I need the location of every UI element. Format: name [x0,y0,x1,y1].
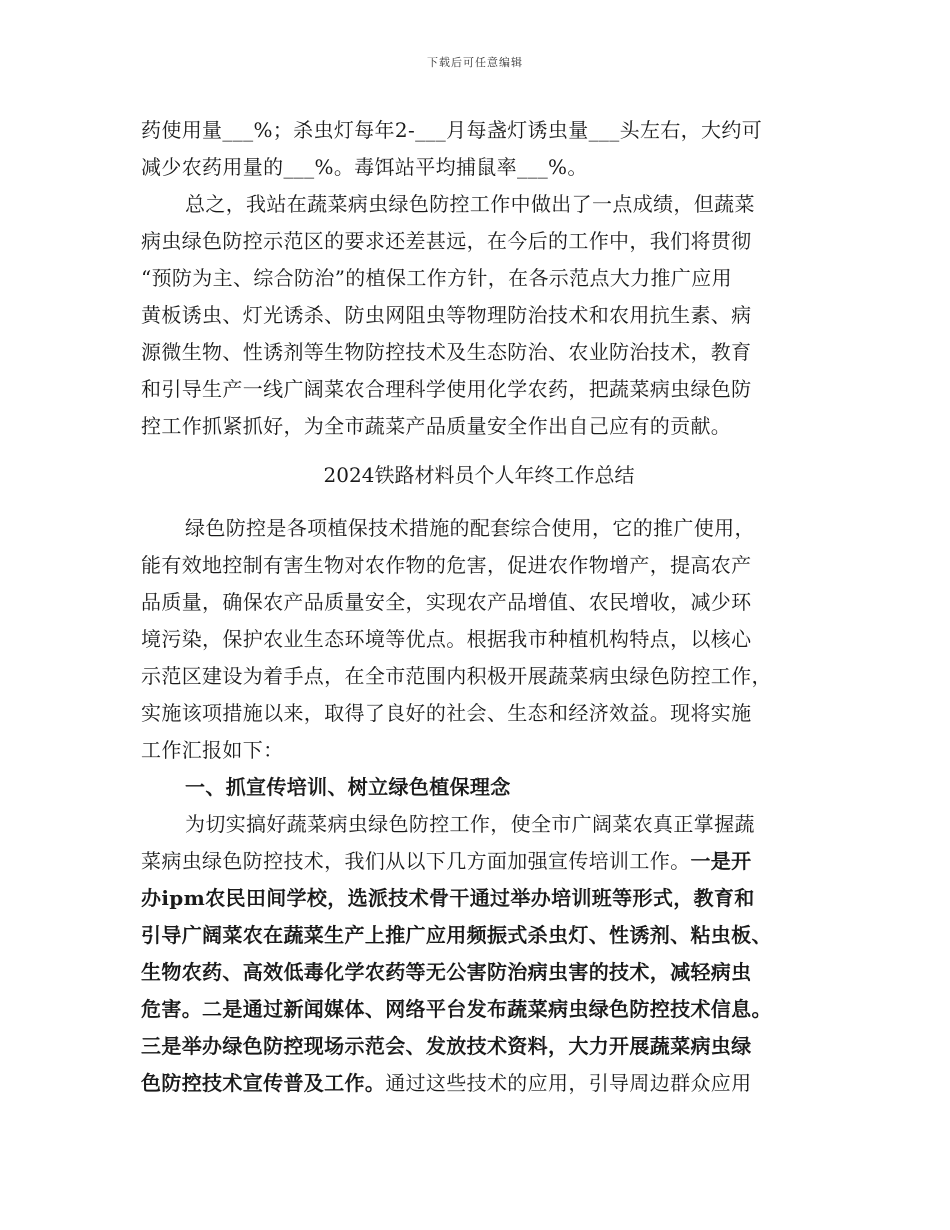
para1-line-2: 能有效地控制有害生物对农作物的危害，促进农作物增产，提高农产 [141,553,752,577]
summary-line-6: 和引导生产一线广阔菜农合理科学使用化学农药，把蔬菜病虫绿色防 [141,377,752,401]
para1-line-1: 绿色防控是各项植保技术措施的配套综合使用，它的推广使用， [185,516,755,540]
intro-line-1: 药使用量___%；杀虫灯每年2-___月每盏灯诱虫量___头左右，大约可 [141,118,763,142]
para1-line-3: 品质量，确保农产品质量安全，实现农产品增值、农民增收，减少环 [141,590,752,614]
para1-line-5: 示范区建设为着手点，在全市范围内积极开展蔬菜病虫绿色防控工作， [141,664,772,688]
summary-line-5: 源微生物、性诱剂等生物防控技术及生态防治、农业防治技术，教育 [141,340,752,364]
summary-line-1: 总之，我站在蔬菜病虫绿色防控工作中做出了一点成绩，但蔬菜 [185,192,755,216]
summary-line-3: “预防为主、综合防治”的植保工作方针，在各示范点大力推广应用 [141,266,732,290]
para1-line-6: 实施该项措施以来，取得了良好的社会、生态和经济效益。现将实施 [141,701,752,725]
section1-line-6: 危害。二是通过新闻媒体、网络平台发布蔬菜病虫绿色防控技术信息。 [141,997,772,1021]
document-title: 2024铁路材料员个人年终工作总结 [323,463,635,487]
section1-line-8-normal: 通过这些技术的应用，引导周边群众应用 [385,1071,752,1095]
header-note: 下载后可任意编辑 [427,56,523,69]
section1-line-1: 为切实搞好蔬菜病虫绿色防控工作，使全市广阔菜农真正掌握蔬 [185,812,755,836]
intro-line-2: 减少农药用量的___%。毒饵站平均捕鼠率___%。 [141,155,588,179]
section1-line-2-normal: 菜病虫绿色防控技术，我们从以下几方面加强宣传培训工作。 [141,849,691,873]
section1-line-2 [141,843,817,880]
summary-line-2: 病虫绿色防控示范区的要求还差甚远，在今后的工作中，我们将贯彻 [141,229,752,253]
section-heading: 一、抓宣传培训、树立绿色植保理念 [185,775,511,799]
section1-line-3: 办ipm农民田间学校，选派技术骨干通过举办培训班等形式，教育和 [141,886,755,910]
section1-line-2-bold: 一是开 [690,849,752,873]
section1-line-7: 三是举办绿色防控现场示范会、发放技术资料，大力开展蔬菜病虫绿 [141,1034,752,1058]
summary-line-4: 黄板诱虫、灯光诱杀、防虫网阻虫等物理防治技术和农用抗生素、病 [141,303,752,327]
section1-line-8-bold: 色防控技术宣传普及工作。 [141,1071,386,1095]
section1-line-8 [141,1065,817,1102]
section1-line-4: 引导广阔菜农在蔬菜生产上推广应用频振式杀虫灯、性诱剂、粘虫板、 [141,923,772,947]
para1-line-4: 境污染，保护农业生态环境等优点。根据我市种植机构特点，以核心 [141,627,752,651]
document-body [141,112,817,1102]
para1-line-7: 工作汇报如下： [141,738,284,762]
summary-line-7: 控工作抓紧抓好，为全市蔬菜产品质量安全作出自己应有的贡献。 [141,414,732,438]
section1-line-5: 生物农药、高效低毒化学农药等无公害防治病虫害的技术，减轻病虫 [141,960,752,984]
